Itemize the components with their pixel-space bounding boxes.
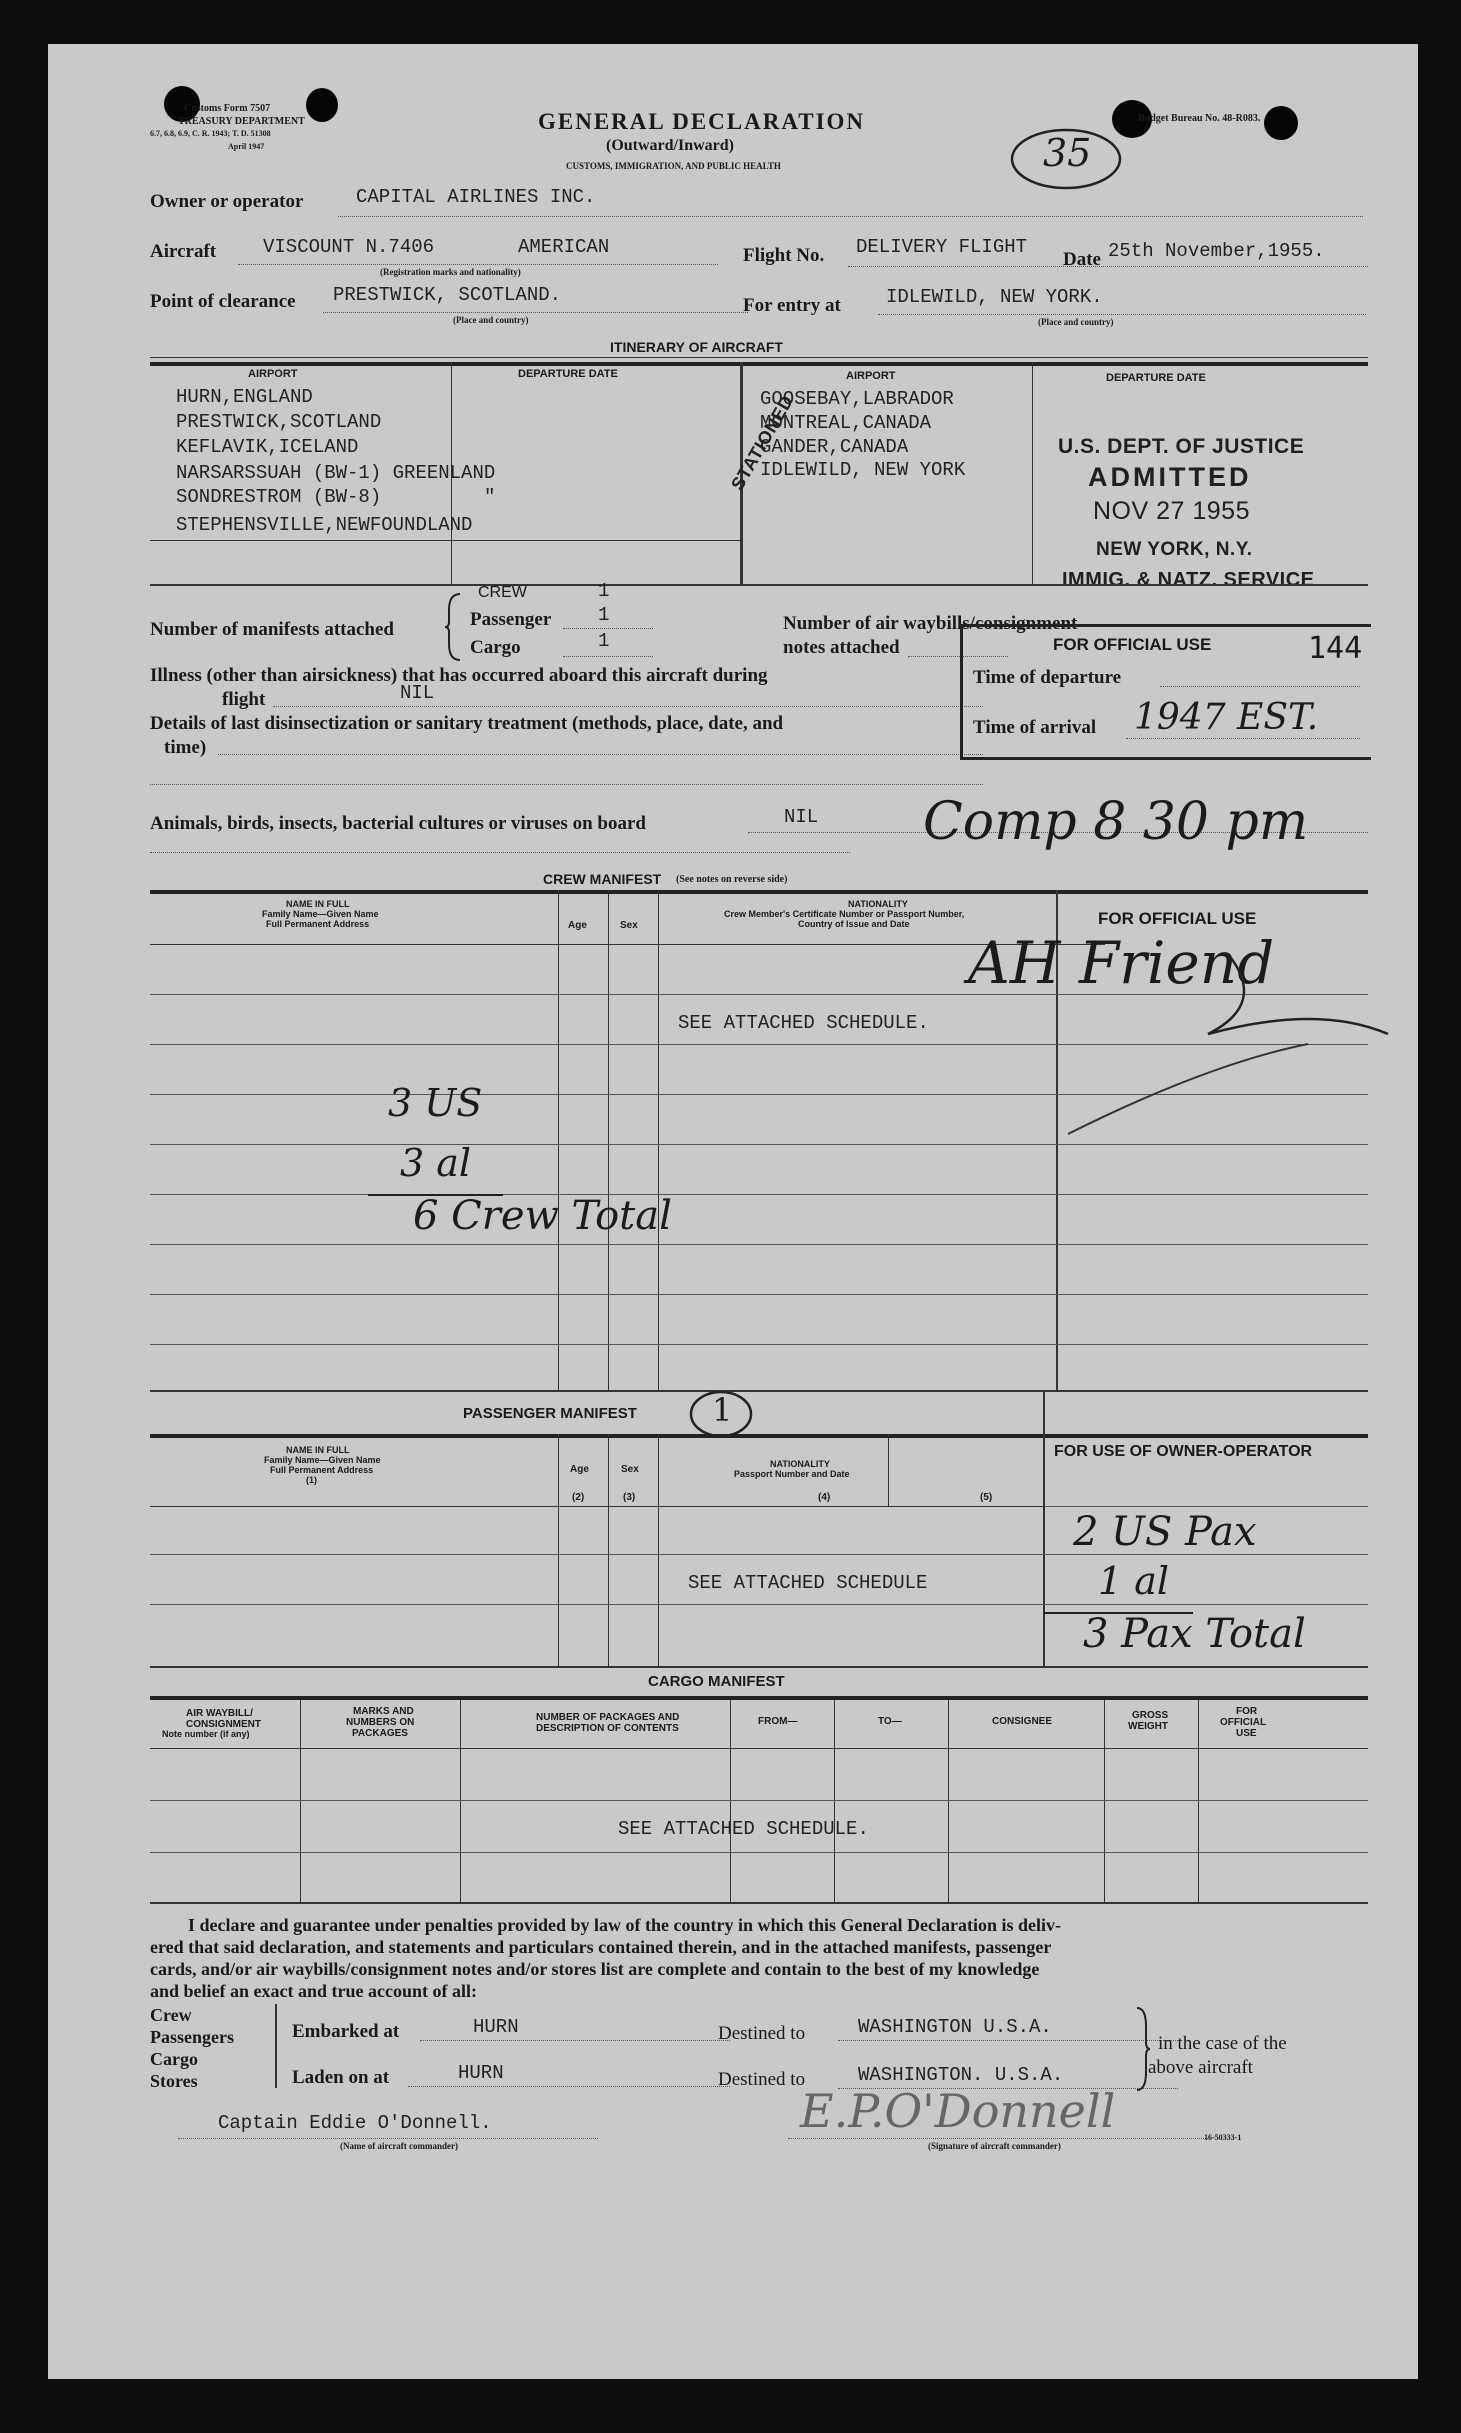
cargo-col-packages-1: NUMBER OF PACKAGES AND [536, 1712, 680, 1723]
cargo-col-marks-1: MARKS AND [353, 1706, 414, 1717]
animals-label: Animals, birds, insects, bacterial cultures or viruses on board [150, 813, 646, 834]
arrival-time-label: Time of arrival [973, 717, 1097, 738]
passenger-col-nationality-2: Passport Number and Date [734, 1469, 850, 1479]
crew-handwritten-2: 3 al [400, 1141, 472, 1185]
crew-manifest-note: (See notes on reverse side) [676, 874, 788, 885]
destined-value-2: WASHINGTON. U.S.A. [858, 2064, 1064, 2086]
stationed-stamp: STATIONED [727, 391, 798, 494]
manifests-label: Number of manifests attached [150, 619, 394, 640]
passenger-col-nationality-3: (4) [818, 1492, 831, 1503]
declaration-cargo: Cargo [150, 2049, 198, 2069]
laden-label: Laden on at [292, 2067, 390, 2088]
crew-schedule-text: SEE ATTACHED SCHEDULE. [678, 1012, 929, 1034]
crew-handwritten-total: 6 Crew Total [413, 1193, 672, 1239]
illness-label-2: flight [222, 689, 266, 710]
arrival-time-value: 1947 EST. [1134, 697, 1319, 738]
form-date: April 1947 [228, 142, 265, 151]
cargo-count-label: Cargo [470, 637, 521, 658]
admitted-stamp-line-4: NEW YORK, N.Y. [1096, 539, 1253, 560]
cargo-col-waybill-1: AIR WAYBILL/ [186, 1708, 253, 1719]
signature-stroke [1058, 944, 1398, 1144]
cargo-col-official-3: USE [1236, 1728, 1257, 1739]
crew-col-name-3: Full Permanent Address [266, 919, 370, 929]
aircraft-nationality: AMERICAN [518, 236, 610, 258]
passenger-count-label: Passenger [470, 609, 552, 630]
passenger-col-age: Age [570, 1464, 589, 1475]
embarked-value: HURN [473, 2016, 519, 2038]
passenger-manifest-title: PASSENGER MANIFEST [463, 1405, 637, 1422]
cargo-col-weight-2: WEIGHT [1128, 1721, 1168, 1732]
form-department: TREASURY DEPARTMENT [178, 116, 305, 127]
admitted-stamp-date: NOV 27 1955 [1093, 497, 1250, 525]
clearance-caption: (Place and country) [453, 315, 529, 325]
passenger-count-value: 1 [598, 604, 610, 626]
declaration-line-3: cards, and/or air waybills/consignment notes and/or stores list are complete and contain to the best of my knowledge [150, 1959, 1040, 1979]
declaration-crew: Crew [150, 2005, 192, 2025]
footer-code: 16-50333-1 [1204, 2133, 1242, 2142]
itinerary-title: ITINERARY OF AIRCRAFT [610, 339, 783, 355]
destined-value-1: WASHINGTON U.S.A. [858, 2016, 1052, 2038]
itinerary-left-5: SONDRESTROM (BW-8) [176, 486, 382, 508]
ink-blot-right-2 [1264, 106, 1298, 140]
budget-bureau: Budget Bureau No. 48-R083. [1138, 113, 1261, 124]
declaration-line-1: I declare and guarantee under penalties provided by law of the country in which this General Declaration is deliv- [188, 1915, 1062, 1935]
cargo-col-packages-2: DESCRIPTION OF CONTENTS [536, 1723, 679, 1734]
itinerary-right-3: GANDER,CANADA [760, 436, 909, 458]
disinsect-label-1: Details of last disinsectization or sanitary treatment (methods, place, date, and [150, 713, 784, 734]
commander-name: Captain Eddie O'Donnell. [218, 2112, 492, 2134]
date-value: 25th November,1955. [1108, 240, 1325, 262]
form-agencies: CUSTOMS, IMMIGRATION, AND PUBLIC HEALTH [566, 161, 781, 171]
passenger-handwritten-1: 2 US Pax [1073, 1509, 1257, 1555]
passenger-handwritten-2: 1 al [1098, 1559, 1170, 1603]
crew-col-sex: Sex [620, 920, 638, 931]
case-note-2: above aircraft [1148, 2057, 1253, 2078]
itinerary-ditto: " [484, 486, 496, 508]
passenger-col-5: (5) [980, 1492, 993, 1503]
cargo-col-weight-1: GROSS [1132, 1710, 1169, 1721]
entry-label: For entry at [743, 295, 841, 316]
embarked-label: Embarked at [292, 2021, 400, 2042]
circled-number: 35 [1043, 131, 1092, 175]
passenger-col-name-1: NAME IN FULL [286, 1445, 350, 1455]
itinerary-header-airport-2: AIRPORT [846, 370, 896, 382]
flight-value: DELIVERY FLIGHT [856, 236, 1028, 258]
official-use-number: 144 [1308, 631, 1363, 666]
crew-col-name-2: Family Name—Given Name [262, 909, 379, 919]
itinerary-header-airport-1: AIRPORT [248, 368, 298, 380]
crew-col-nationality-3: Country of Issue and Date [798, 919, 910, 929]
itinerary-header-departure-1: DEPARTURE DATE [518, 368, 618, 380]
passenger-schedule-text: SEE ATTACHED SCHEDULE [688, 1572, 928, 1594]
cargo-col-marks-3: PACKAGES [352, 1728, 408, 1739]
aircraft-label: Aircraft [150, 241, 217, 262]
cargo-col-official-1: FOR [1236, 1706, 1258, 1717]
clearance-label: Point of clearance [150, 291, 296, 312]
declaration-brace [1134, 2006, 1152, 2092]
cargo-col-from: FROM— [758, 1716, 798, 1727]
waybills-label-1: Number of air waybills/consignment [783, 613, 1078, 634]
form-number: Customs Form 7507 [184, 103, 271, 114]
form-regulation: 6.7, 6.8, 6.9, C. R. 1943; T. D. 51308 [150, 129, 271, 138]
destined-label-2: Destined to [718, 2069, 806, 2090]
date-label: Date [1063, 249, 1101, 270]
passenger-col-nationality-1: NATIONALITY [770, 1459, 830, 1469]
official-use-title: FOR OFFICIAL USE [1053, 635, 1212, 654]
completion-note: Comp 8 30 pm [923, 792, 1309, 852]
illness-label-1: Illness (other than airsickness) that has occurred aboard this aircraft during [150, 665, 768, 686]
commander-caption: (Name of aircraft commander) [340, 2141, 459, 2151]
crew-official-signature: AH Friend [968, 929, 1275, 997]
owner-label: Owner or operator [150, 191, 304, 212]
cargo-col-official-2: OFFICIAL [1220, 1717, 1267, 1728]
itinerary-left-6: STEPHENSVILLE,NEWFOUNDLAND [176, 514, 473, 536]
aircraft-value: VISCOUNT N.7406 [263, 236, 435, 258]
crew-count-label: CREW [478, 584, 527, 601]
passenger-circled-number: 1 [712, 1391, 733, 1429]
cargo-manifest-title: CARGO MANIFEST [648, 1673, 785, 1690]
crew-count-value: 1 [598, 580, 610, 602]
crew-col-official: FOR OFFICIAL USE [1098, 909, 1257, 928]
admitted-stamp-line-2: ADMITTED [1088, 462, 1252, 492]
laden-value: HURN [458, 2062, 504, 2084]
cargo-col-to: TO— [878, 1716, 902, 1727]
itinerary-left-1: HURN,ENGLAND [176, 386, 313, 408]
cargo-schedule-text: SEE ATTACHED SCHEDULE. [618, 1818, 869, 1840]
passenger-col-owner: FOR USE OF OWNER-OPERATOR [1054, 1443, 1313, 1460]
entry-value: IDLEWILD, NEW YORK. [886, 286, 1103, 308]
admitted-stamp-line-1: U.S. DEPT. OF JUSTICE [1058, 435, 1305, 458]
passenger-col-name-3: Full Permanent Address [270, 1465, 374, 1475]
illness-value: NIL [400, 682, 435, 704]
passenger-col-age-num: (2) [572, 1492, 585, 1503]
ink-blot-left-2 [306, 88, 338, 122]
owner-value: CAPITAL AIRLINES INC. [356, 186, 596, 208]
departure-time-label: Time of departure [973, 667, 1122, 688]
crew-col-age: Age [568, 920, 587, 931]
itinerary-header-departure-2: DEPARTURE DATE [1106, 372, 1206, 384]
declaration-passengers: Passengers [150, 2027, 234, 2047]
cargo-col-waybill-3: Note number (if any) [162, 1729, 250, 1739]
declaration-line-4: and belief an exact and true account of all: [150, 1981, 477, 2001]
passenger-col-sex: Sex [621, 1464, 639, 1475]
waybills-label-2: notes attached [783, 637, 900, 658]
cargo-col-consignee: CONSIGNEE [992, 1716, 1053, 1727]
itinerary-right-2: MONTREAL,CANADA [760, 412, 932, 434]
aircraft-caption: (Registration marks and nationality) [380, 267, 521, 277]
case-note-1: in the case of the [1158, 2033, 1287, 2054]
passenger-col-name-4: (1) [306, 1475, 317, 1485]
passenger-col-name-2: Family Name—Given Name [264, 1455, 381, 1465]
itinerary-left-3: KEFLAVIK,ICELAND [176, 436, 359, 458]
signature-caption: (Signature of aircraft commander) [928, 2141, 1061, 2151]
itinerary-right-1: GOOSEBAY,LABRADOR [760, 388, 954, 410]
itinerary-right-4: IDLEWILD, NEW YORK [760, 459, 966, 481]
commander-signature: E.P.O'Donnell [800, 2084, 1116, 2138]
passenger-col-sex-num: (3) [623, 1492, 636, 1503]
itinerary-left-4: NARSARSSUAH (BW-1) GREENLAND [176, 462, 496, 484]
passenger-handwritten-total: 3 Pax Total [1083, 1611, 1306, 1657]
flight-label: Flight No. [743, 245, 825, 266]
animals-value: NIL [784, 806, 819, 828]
itinerary-left-2: PRESTWICK,SCOTLAND [176, 411, 382, 433]
cargo-col-waybill-2: CONSIGNMENT [186, 1719, 261, 1730]
declaration-line-2: ered that said declaration, and statements and particulars contained therein, and in the attached manifests, passenger [150, 1937, 1052, 1957]
crew-handwritten-1: 3 US [388, 1081, 483, 1125]
cargo-count-value: 1 [598, 630, 610, 652]
crew-col-nationality-2: Crew Member's Certificate Number or Passport Number, [724, 909, 965, 919]
form-subtitle: (Outward/Inward) [606, 137, 735, 154]
disinsect-label-2: time) [164, 737, 207, 758]
destined-label-1: Destined to [718, 2023, 806, 2044]
entry-caption: (Place and country) [1038, 317, 1114, 327]
crew-col-name-1: NAME IN FULL [286, 899, 350, 909]
admitted-stamp-line-5: IMMIG. & NATZ. SERVICE [1062, 569, 1315, 591]
manifests-brace [445, 592, 463, 662]
form-title: GENERAL DECLARATION [538, 109, 866, 134]
general-declaration-form [48, 44, 1418, 2379]
crew-manifest-title: CREW MANIFEST [543, 871, 662, 887]
crew-col-nationality-1: NATIONALITY [848, 899, 908, 909]
declaration-stores: Stores [150, 2071, 198, 2091]
clearance-value: PRESTWICK, SCOTLAND. [333, 284, 562, 306]
cargo-col-marks-2: NUMBERS ON [346, 1717, 415, 1728]
